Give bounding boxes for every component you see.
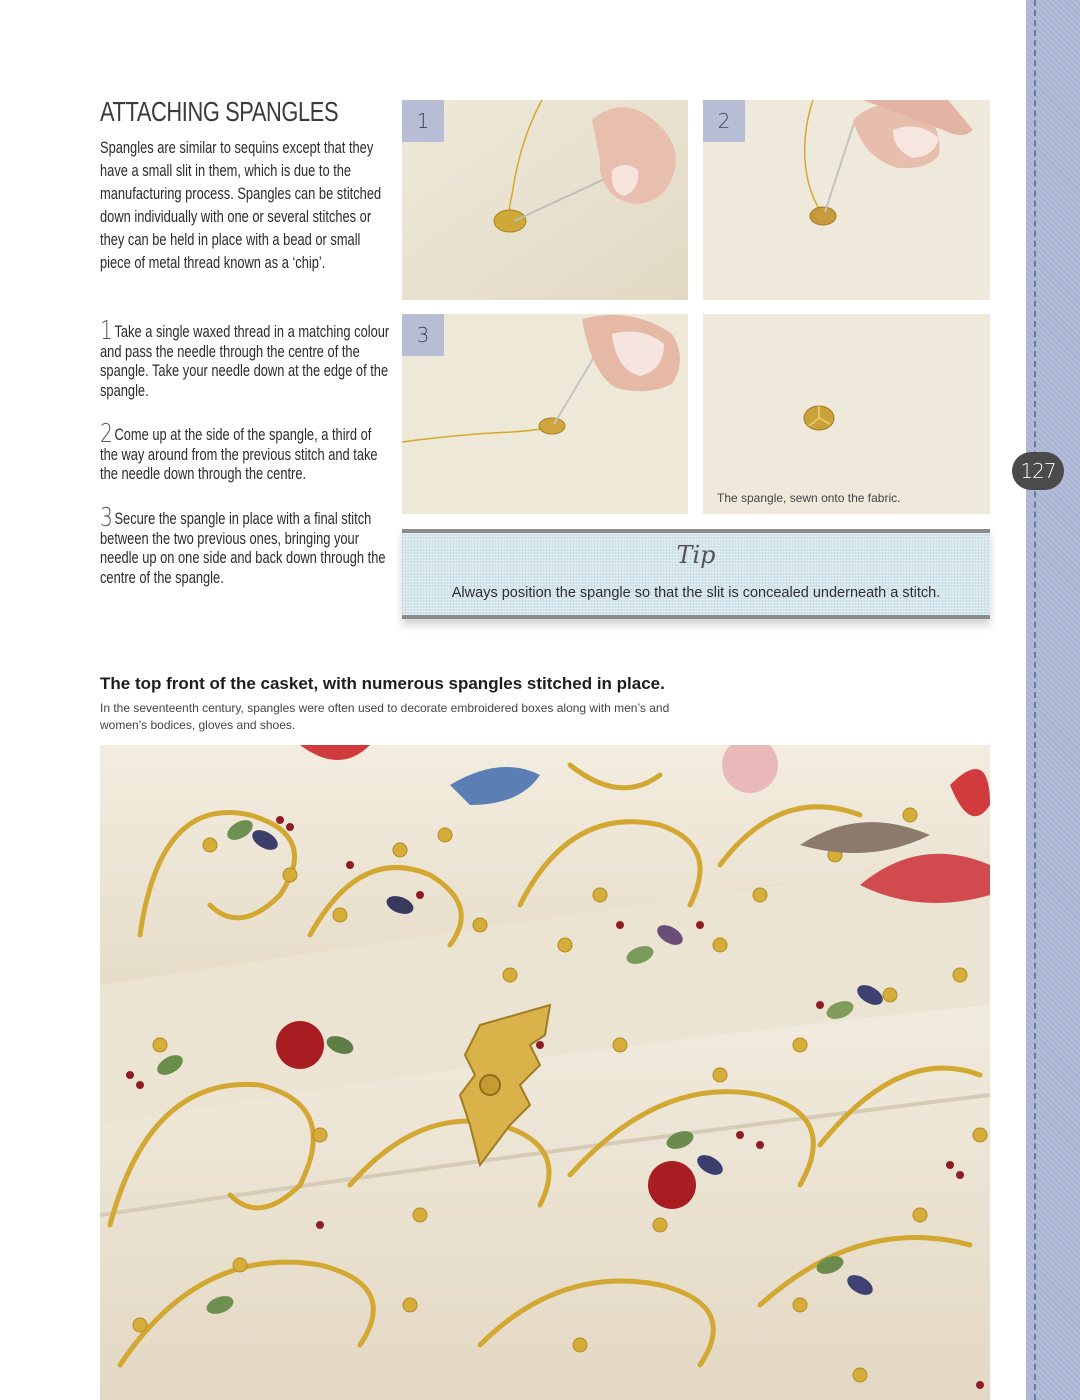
casket-illustration — [100, 745, 990, 1400]
step-1 — [100, 316, 390, 401]
step-text: Come up at the side of the spangle, a third of the way around from the previous stitch and take the needle down through the centre. — [100, 426, 378, 483]
photo-illustration — [402, 100, 688, 300]
photo-caption: The spangle, sewn onto the fabric. — [717, 491, 901, 505]
photo-number-badge: 2 — [703, 100, 745, 142]
step-text: Take a single waxed thread in a matching colour and pass the needle through the centre of the spangle. Take your needle down at the edge of the spangle. — [100, 323, 390, 400]
section-heading: ATTACHING SPANGLES — [100, 96, 339, 127]
casket-photo — [100, 745, 990, 1400]
photo-illustration — [703, 100, 990, 300]
step-photo-2 — [703, 100, 990, 300]
tip-box — [402, 529, 990, 619]
tip-text: Always position the spangle so that the slit is concealed underneath a stitch. — [451, 585, 941, 601]
casket-caption-title: The top front of the casket, with numerous spangles stitched in place. — [100, 674, 665, 693]
step-number: 3 — [100, 503, 113, 533]
step-text: Secure the spangle in place with a final stitch between the two previous ones, bringing your needle up on one side and back down through the centre of the spangle. — [100, 510, 386, 587]
photo-illustration — [703, 314, 990, 514]
photo-number-badge: 1 — [402, 100, 444, 142]
page-number: 127 — [1012, 452, 1064, 490]
step-number: 2 — [100, 419, 113, 449]
intro-paragraph: Spangles are similar to sequins except that they have a small slit in them, which is due to the manufacturing process. Spangles can be stitched down individually with one or several stitches or they can be held in place with a bead or small piece of metal thread known as a ‘chip’. — [100, 139, 382, 272]
casket-caption-body: In the seventeenth century, spangles were often used to decorate embroidered boxes along with men’s and women’s bodices, gloves and shoes. — [100, 701, 670, 732]
step-photo-3 — [402, 314, 688, 514]
tip-title: Tip — [676, 541, 716, 569]
step-number: 1 — [100, 316, 113, 346]
finished-spangle-photo — [703, 314, 990, 514]
step-3 — [100, 503, 390, 588]
step-2 — [100, 419, 390, 485]
step-photo-1 — [402, 100, 688, 300]
side-stitch-line — [1034, 0, 1036, 1400]
photo-number-badge: 3 — [402, 314, 444, 356]
photo-illustration — [402, 314, 688, 514]
